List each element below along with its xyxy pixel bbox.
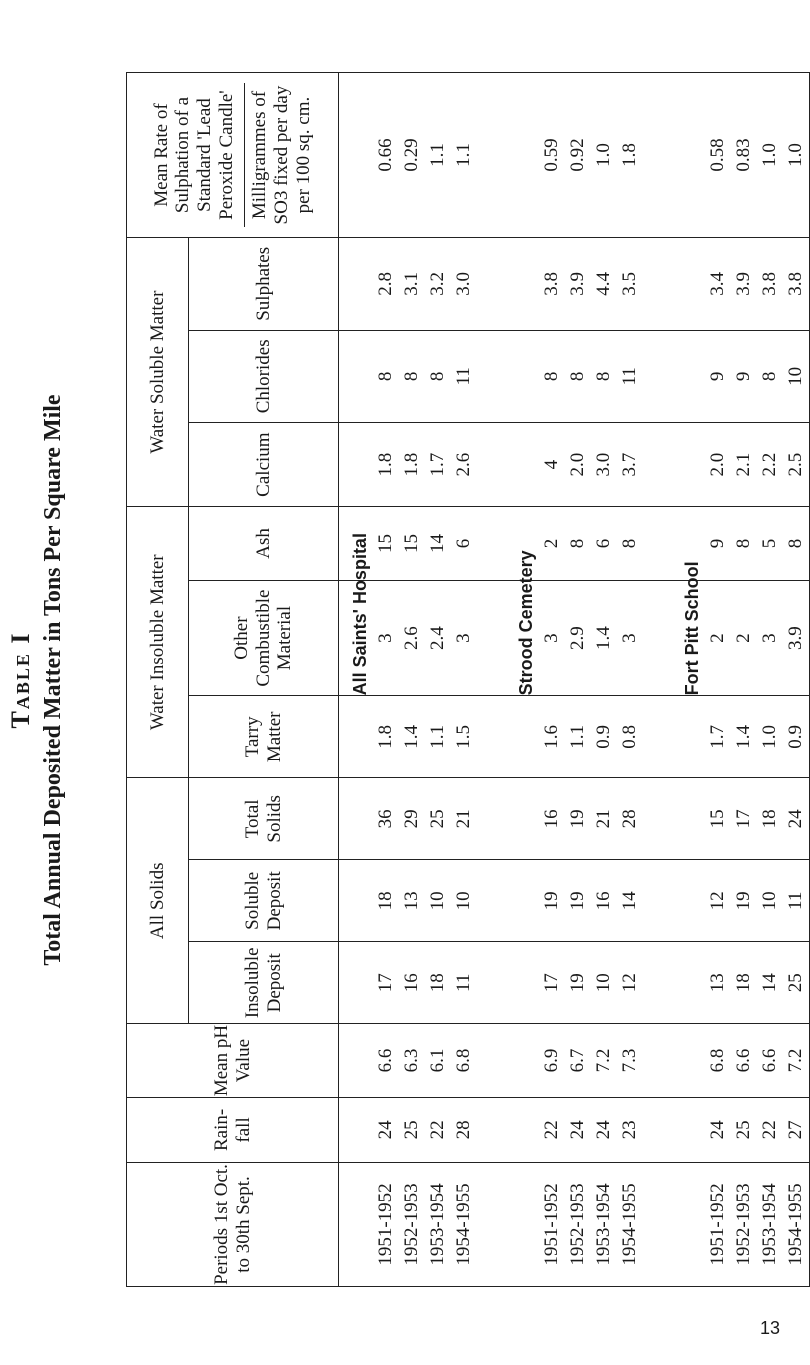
table-cell: 27: [785, 1120, 806, 1140]
table-cell: 11: [785, 891, 806, 910]
table-cell: 2.5: [785, 452, 806, 477]
site-gap: [643, 696, 679, 777]
site-gap: [643, 507, 679, 580]
column-sulphation-rate: [339, 73, 810, 238]
table-cell: 1954-1955: [453, 1183, 474, 1266]
table-cell: 10: [759, 891, 780, 911]
table-cell: 0.9: [593, 724, 614, 749]
site-gap: [477, 1163, 513, 1286]
table-cell: 2.1: [733, 452, 754, 477]
table-cell: 3.4: [707, 271, 728, 296]
table-cell: 3: [759, 633, 780, 643]
site-gap: [643, 73, 679, 237]
table-cell: 11: [453, 367, 474, 386]
site-spacer: [513, 73, 539, 237]
table-cell: 1.6: [541, 724, 562, 749]
deposited-matter-table: [126, 72, 810, 1287]
table-cell: 29: [401, 809, 422, 829]
table-cell: 11: [619, 367, 640, 386]
table-cell: 18: [759, 809, 780, 829]
table-cell: 1952-1953: [733, 1183, 754, 1266]
table-cell: 28: [619, 809, 640, 829]
table-cell: 6.1: [427, 1048, 448, 1073]
table-cell: 1951-1952: [707, 1183, 728, 1266]
table-cell: 8: [567, 538, 588, 549]
column-total-solids: [339, 778, 810, 860]
header-insoluble-deposit: Insoluble Deposit: [189, 942, 339, 1024]
site-spacer: [347, 73, 373, 237]
table-cell: 0.58: [707, 138, 728, 172]
table-cell: 3.9: [567, 271, 588, 296]
site-spacer: [679, 860, 705, 941]
table-cell: 0.66: [375, 138, 396, 172]
table-cell: 1.8: [375, 452, 396, 477]
table-cell: 1.0: [759, 143, 780, 167]
header-tarry-matter: Tarry Matter: [189, 696, 339, 778]
table-cell: 2.6: [453, 452, 474, 477]
site-gap: [477, 331, 513, 422]
site-spacer: [679, 1098, 705, 1162]
site-gap: [643, 1163, 679, 1286]
header-rainfall: Rain-fall: [127, 1097, 339, 1162]
site-spacer: [513, 238, 539, 330]
table-cell: 13: [401, 891, 422, 911]
site-gap: [643, 1098, 679, 1162]
site-spacer: [347, 1024, 373, 1097]
column-soluble-deposit: [339, 860, 810, 942]
column-sulphates: [339, 238, 810, 331]
table-cell: 10: [453, 891, 474, 911]
table-cell: 2.0: [567, 452, 588, 477]
table-cell: 19: [733, 891, 754, 911]
table-cell: 24: [375, 1120, 396, 1140]
header-sulphates: Sulphates: [189, 238, 339, 331]
rotated-table-page: [0, 15, 806, 1345]
header-soluble-deposit: Soluble Deposit: [189, 860, 339, 942]
header-water-insoluble: Water Insoluble Matter: [127, 507, 189, 778]
table-cell: 3: [541, 633, 562, 643]
site-spacer: [679, 423, 705, 506]
header-sulphation-rate: Mean Rate of Sulphation of a Standard 'Lead Peroxide Candle': [150, 90, 238, 220]
table-cell: 10: [593, 973, 614, 993]
table-cell: 1.7: [427, 452, 448, 477]
table-cell: 3.8: [759, 271, 780, 296]
table-cell: 8: [593, 371, 614, 382]
site-spacer: [679, 778, 705, 859]
table-cell: 8: [785, 538, 806, 549]
table-cell: 25: [427, 809, 448, 829]
site-spacer: [513, 1163, 539, 1286]
table-cell: 15: [375, 533, 396, 553]
table-cell: 9: [707, 538, 728, 549]
site-gap: [643, 581, 679, 696]
table-cell: 7.2: [593, 1048, 614, 1073]
table-cell: 1.0: [759, 724, 780, 749]
table-cell: 2.9: [567, 626, 588, 650]
site-gap: [477, 423, 513, 506]
table-cell: 19: [567, 973, 588, 993]
table-cell: 8: [427, 371, 448, 382]
header-total-solids: Total Solids: [189, 778, 339, 860]
table-cell: 3.2: [427, 271, 448, 296]
table-cell: 3: [453, 633, 474, 643]
table-cell: 11: [453, 973, 474, 992]
table-cell: 1951-1952: [541, 1183, 562, 1266]
table-cell: 3.5: [619, 271, 640, 296]
site-spacer: [347, 1163, 373, 1286]
header-ph: Mean pH Value: [127, 1024, 339, 1098]
site-gap: [643, 423, 679, 506]
table-label: Table I: [6, 631, 35, 729]
site-gap: [477, 73, 513, 237]
table-cell: 8: [733, 538, 754, 549]
site-spacer: [679, 1024, 705, 1097]
table-cell: 1.4: [733, 724, 754, 749]
table-cell: 1.8: [401, 452, 422, 477]
site-spacer: [679, 331, 705, 422]
table-cell: 28: [453, 1120, 474, 1140]
table-cell: 3.1: [401, 271, 422, 296]
table-cell: 22: [427, 1120, 448, 1140]
site-spacer: [347, 696, 373, 777]
column-calcium: [339, 423, 810, 507]
table-cell: 2: [733, 633, 754, 643]
column-periods: [339, 1162, 810, 1286]
site-name: All Saints' Hospital: [350, 533, 370, 696]
header-water-soluble: Water Soluble Matter: [127, 238, 189, 507]
site-gap: [477, 696, 513, 777]
table-cell: 16: [593, 891, 614, 911]
column-rainfall: [339, 1097, 810, 1162]
site-name: Fort Pitt School: [682, 561, 702, 696]
site-gap: [643, 331, 679, 422]
site-spacer: [513, 696, 539, 777]
table-cell: 24: [707, 1120, 728, 1140]
table-cell: 2.6: [401, 626, 422, 650]
table-cell: 1.0: [785, 143, 806, 167]
table-cell: 3.0: [453, 271, 474, 296]
site-spacer: [513, 1024, 539, 1097]
table-cell: 8: [567, 371, 588, 382]
site-spacer: [347, 778, 373, 859]
table-cell: 6.9: [541, 1048, 562, 1073]
table-cell: 1954-1955: [785, 1183, 806, 1266]
table-cell: 24: [567, 1120, 588, 1140]
table-cell: 0.8: [619, 724, 640, 749]
table-cell: 18: [427, 973, 448, 993]
table-cell: 1952-1953: [401, 1183, 422, 1266]
table-cell: 8: [375, 371, 396, 382]
table-cell: 10: [785, 366, 806, 386]
table-cell: 6.8: [707, 1048, 728, 1073]
table-cell: 3: [619, 633, 640, 643]
site-spacer: [679, 73, 705, 237]
column-chlorides: [339, 330, 810, 422]
table-cell: 8: [619, 538, 640, 549]
table-cell: 12: [707, 891, 728, 911]
table-cell: 4.4: [593, 271, 614, 296]
site-spacer: [347, 1098, 373, 1162]
table-cell: 25: [401, 1120, 422, 1140]
site-spacer: [513, 331, 539, 422]
table-cell: 10: [427, 891, 448, 911]
table-cell: 22: [759, 1120, 780, 1140]
site-spacer: [347, 860, 373, 941]
table-cell: 3.9: [785, 626, 806, 650]
table-cell: 1951-1952: [375, 1183, 396, 1266]
table-cell: 1953-1954: [427, 1183, 448, 1266]
table-cell: 1.1: [567, 724, 588, 749]
table-cell: 1.7: [707, 724, 728, 749]
site-gap: [643, 942, 679, 1023]
site-gap: [477, 778, 513, 859]
table-cell: 14: [619, 891, 640, 911]
table-cell: 6.7: [567, 1048, 588, 1073]
table-cell: 1.4: [401, 724, 422, 749]
table-cell: 36: [375, 809, 396, 829]
table-cell: 23: [619, 1120, 640, 1140]
table-cell: 1953-1954: [593, 1183, 614, 1266]
site-gap: [477, 1024, 513, 1097]
table-cell: 4: [541, 459, 562, 470]
table-cell: 8: [401, 371, 422, 382]
table-cell: 19: [567, 891, 588, 911]
table-cell: 24: [785, 809, 806, 829]
site-name: Strood Cemetery: [516, 550, 536, 696]
header-all-solids: All Solids: [127, 778, 189, 1024]
table-cell: 1952-1953: [567, 1183, 588, 1266]
table-cell: 17: [375, 973, 396, 993]
table-title: Total Annual Deposited Matter in Tons Per Square Mile: [40, 394, 66, 966]
table-cell: 6: [453, 538, 474, 549]
table-cell: 8: [541, 371, 562, 382]
table-cell: 16: [541, 809, 562, 829]
header-sulphation-units: Milligrammes of SO3 fixed per day per 100 sq. cm.: [244, 83, 315, 227]
table-cell: 13: [707, 973, 728, 993]
site-spacer: [347, 331, 373, 422]
table-cell: 19: [541, 891, 562, 911]
table-cell: 17: [541, 973, 562, 993]
table-cell: 15: [401, 533, 422, 553]
table-cell: 3.9: [733, 271, 754, 296]
header-calcium: Calcium: [189, 423, 339, 507]
table-cell: 2.8: [375, 271, 396, 296]
table-cell: 7.2: [785, 1048, 806, 1073]
column-tarry-matter: [339, 696, 810, 778]
table-cell: 2.2: [759, 452, 780, 477]
table-cell: 24: [593, 1120, 614, 1140]
table-cell: 17: [733, 809, 754, 829]
table-cell: 16: [401, 973, 422, 993]
site-gap: [477, 507, 513, 580]
table-cell: 1.1: [427, 724, 448, 749]
site-gap: [643, 860, 679, 941]
site-gap: [643, 1024, 679, 1097]
table-cell: 9: [733, 371, 754, 382]
site-gap: [477, 581, 513, 696]
site-spacer: [679, 238, 705, 330]
column-ph: [339, 1024, 810, 1098]
header-chlorides: Chlorides: [189, 330, 339, 422]
site-gap: [477, 860, 513, 941]
site-gap: [477, 238, 513, 330]
table-cell: 0.92: [567, 138, 588, 172]
table-cell: 14: [427, 533, 448, 553]
header-sulphation: [127, 73, 339, 238]
table-cell: 1.8: [375, 724, 396, 749]
table-cell: 0.83: [733, 138, 754, 172]
site-spacer: [347, 942, 373, 1023]
table-cell: 6.6: [733, 1048, 754, 1073]
table-cell: 0.59: [541, 138, 562, 172]
table-cell: 18: [375, 891, 396, 911]
table-cell: 1.1: [427, 143, 448, 167]
table-cell: 2.4: [427, 626, 448, 650]
table-cell: 3.8: [541, 271, 562, 296]
site-spacer: [347, 238, 373, 330]
table-cell: 12: [619, 973, 640, 993]
table-cell: 2: [541, 538, 562, 549]
table-cell: 0.9: [785, 724, 806, 749]
site-spacer: [347, 423, 373, 506]
table-cell: 21: [593, 809, 614, 829]
site-spacer: [679, 942, 705, 1023]
site-gap: [477, 942, 513, 1023]
site-spacer: [679, 696, 705, 777]
header-other-combustible: Other Combustible Material: [189, 580, 339, 696]
table-cell: 15: [707, 809, 728, 829]
table-cell: 8: [759, 371, 780, 382]
column-insoluble-deposit: [339, 942, 810, 1024]
table-cell: 1.8: [619, 143, 640, 167]
table-cell: 25: [733, 1120, 754, 1140]
column-ash: [339, 507, 810, 581]
page-number: 13: [759, 1318, 781, 1338]
table-cell: 3.0: [593, 452, 614, 477]
table-cell: 2: [707, 633, 728, 643]
site-spacer: [513, 1098, 539, 1162]
table-cell: 3: [375, 633, 396, 643]
table-cell: 0.29: [401, 138, 422, 172]
site-spacer: [513, 423, 539, 506]
site-spacer: [513, 942, 539, 1023]
table-cell: 9: [707, 371, 728, 382]
site-gap: [643, 238, 679, 330]
table-cell: 18: [733, 973, 754, 993]
table-cell: 5: [759, 538, 780, 549]
site-spacer: [679, 1163, 705, 1286]
site-gap: [643, 778, 679, 859]
table-cell: 1954-1955: [619, 1183, 640, 1266]
table-cell: 3.7: [619, 452, 640, 477]
table-cell: 6.8: [453, 1048, 474, 1073]
table-cell: 1.1: [453, 143, 474, 167]
table-cell: 22: [541, 1120, 562, 1140]
table-cell: 1953-1954: [759, 1183, 780, 1266]
header-ash: Ash: [189, 507, 339, 581]
site-gap: [477, 1098, 513, 1162]
table-cell: 6: [593, 538, 614, 549]
table-cell: 1.4: [593, 626, 614, 650]
table-cell: 6.3: [401, 1048, 422, 1073]
table-cell: 21: [453, 809, 474, 829]
table-cell: 6.6: [375, 1048, 396, 1073]
table-cell: 1.0: [593, 143, 614, 167]
site-spacer: [513, 778, 539, 859]
table-cell: 2.0: [707, 452, 728, 477]
table-cell: 25: [785, 973, 806, 993]
table-cell: 1.5: [453, 724, 474, 749]
table-cell: 19: [567, 809, 588, 829]
table-cell: 6.6: [759, 1048, 780, 1073]
table-cell: 7.3: [619, 1048, 640, 1073]
site-spacer: [513, 860, 539, 941]
header-periods: Periods 1st Oct. to 30th Sept.: [127, 1162, 339, 1286]
table-cell: 3.8: [785, 271, 806, 296]
table-cell: 14: [759, 973, 780, 993]
